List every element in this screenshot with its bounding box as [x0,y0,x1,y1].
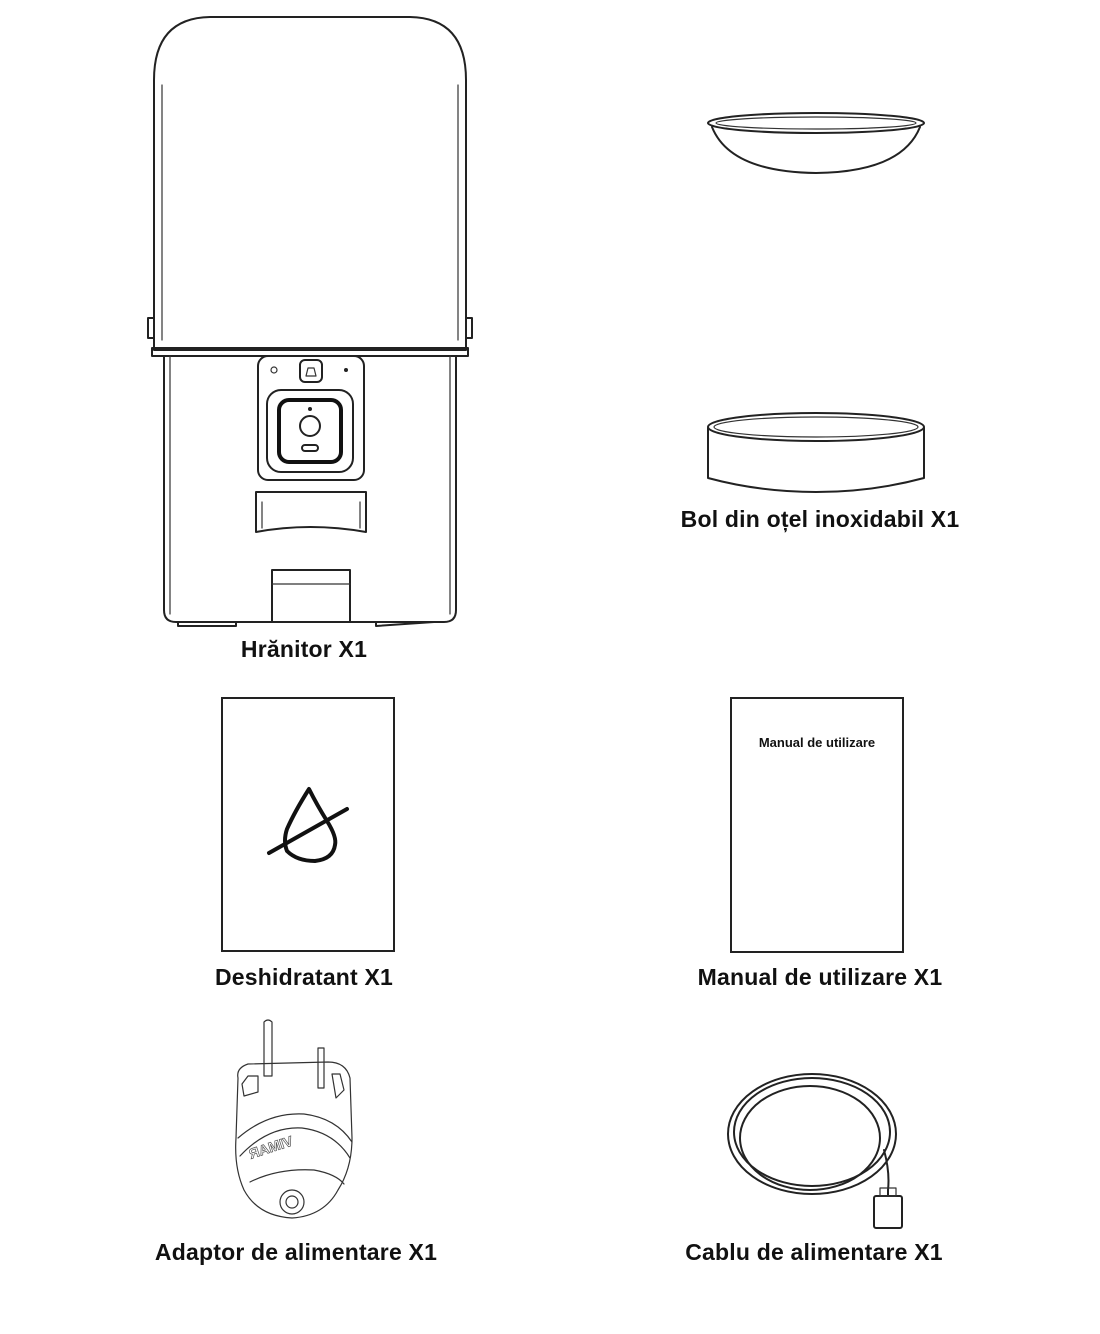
adapter-brand-text: VIMAR [246,1132,295,1162]
cable-caption: Cablu de alimentare X1 [685,1239,943,1265]
pet-feeder-icon [140,10,480,630]
feeder-caption: Hrănitor X1 [240,636,368,662]
manual-cover-title: Manual de utilizare [758,735,876,750]
desiccant-packet-icon [221,697,395,952]
power-adapter-icon [228,1018,358,1222]
desiccant-caption: Deshidratant X1 [214,964,394,990]
power-cable-icon [724,1050,908,1234]
bowl-caption: Bol din oțel inoxidabil X1 [680,506,960,532]
adapter-caption: Adaptor de alimentare X1 [154,1239,438,1265]
manual-booklet-icon [730,697,904,953]
manual-caption: Manual de utilizare X1 [697,964,943,990]
steel-bowl-icon [700,100,932,500]
